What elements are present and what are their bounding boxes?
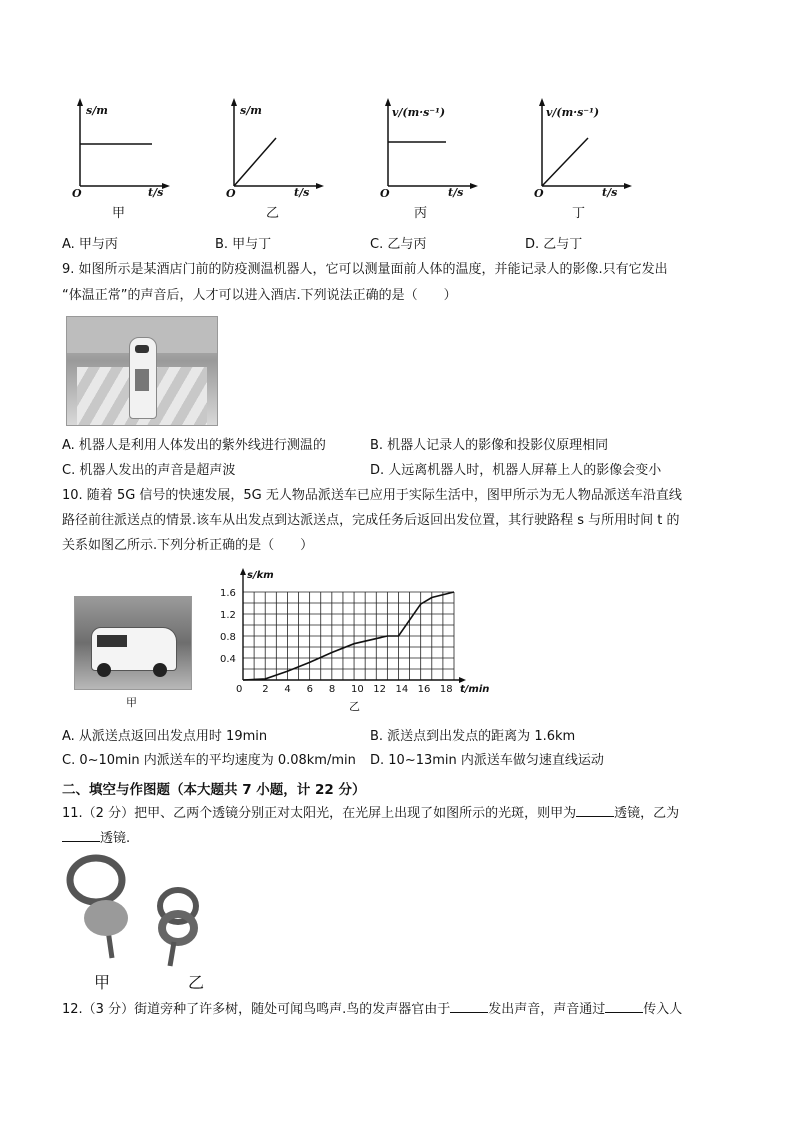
q8-option-b[interactable]: B. 甲与丁 [215, 237, 272, 252]
lens-figure [66, 850, 226, 996]
graph-jia [66, 98, 176, 221]
distance-time-chart [210, 566, 500, 702]
graph-ding-origin: O [534, 187, 544, 200]
chart-x-label: t/min [460, 684, 490, 695]
graph-bing-origin: O [380, 187, 390, 200]
q11-blank-2[interactable] [62, 829, 100, 842]
q9-stem-line2: “体温正常”的声音后，人才可以进入酒店.下列说法正确的是（ ） [62, 288, 457, 303]
graph-yi-caption: 乙 [266, 206, 280, 221]
q10-option-c[interactable]: C. 0~10min 内派送车的平均速度为 0.08km/min [62, 753, 356, 768]
q9-stem-line1: 9. 如图所示是某酒店门前的防疫测温机器人，它可以测量面前人体的温度，并能记录人的影像.只有它发出 [62, 262, 668, 277]
section-2-title: 二、填空与作图题（本大题共 7 小题，计 22 分） [62, 782, 366, 798]
q9-option-d[interactable]: D. 人远离机器人时，机器人屏幕上人的影像会变小 [370, 463, 662, 478]
y-tick-label: 1.2 [220, 610, 236, 621]
graph-jia-caption: 甲 [112, 206, 126, 221]
q10-chart-caption: 乙 [349, 700, 360, 713]
y-tick-label: 0.8 [220, 632, 236, 643]
y-tick-label: 1.6 [220, 588, 236, 599]
graph-jia-xlabel: t/s [148, 186, 164, 199]
q12-text-3: 传入人 [643, 1002, 683, 1017]
graph-bing [374, 98, 494, 221]
q9-option-a[interactable]: A. 机器人是利用人体发出的紫外线进行测温的 [62, 438, 326, 453]
q10-option-d[interactable]: D. 10~13min 内派送车做匀速直线运动 [370, 753, 604, 768]
q11-blank-1[interactable] [576, 804, 614, 817]
q10-option-b[interactable]: B. 派送点到出发点的距离为 1.6km [370, 729, 576, 744]
graph-ding-xlabel: t/s [602, 186, 618, 199]
q11-text-2: 透镜，乙为 [614, 806, 680, 821]
q12-blank-2[interactable] [605, 1000, 643, 1013]
x-tick-label: 10 [351, 684, 364, 695]
x-axis-arrow [459, 677, 466, 683]
graph-ding [528, 98, 648, 221]
robot-photo [66, 316, 218, 426]
graph-yi [220, 98, 330, 221]
x-tick-label: 18 [439, 684, 453, 695]
q8-option-c[interactable]: C. 乙与丙 [370, 237, 427, 252]
q12-text-2: 发出声音，声音通过 [488, 1002, 606, 1017]
x-tick-label: 12 [373, 684, 386, 695]
graph-ding-ylabel: v/(m·s⁻¹) [546, 106, 600, 119]
q9-option-c[interactable]: C. 机器人发出的声音是超声波 [62, 463, 236, 478]
graph-yi-origin: O [226, 187, 236, 200]
graph-yi-ylabel: s/m [240, 104, 262, 117]
lens-caption-jia: 甲 [94, 973, 111, 992]
q10-option-a[interactable]: A. 从派送点返回出发点用时 19min [62, 729, 268, 744]
graph-bing-svg [374, 98, 494, 218]
graph-ding-svg [528, 98, 648, 218]
q9-option-b[interactable]: B. 机器人记录人的影像和投影仪原理相同 [370, 438, 609, 453]
q10-photo-caption: 甲 [126, 696, 137, 709]
x-tick-label: 14 [395, 684, 409, 695]
x-tick-label: 4 [284, 684, 291, 695]
y-tick-label: 0.4 [220, 654, 236, 665]
graph-jia-ylabel: s/m [86, 104, 108, 117]
chart-y-label: s/km [247, 570, 274, 581]
distance-time-chart-svg [210, 566, 500, 702]
q12-blank-1[interactable] [450, 1000, 488, 1013]
q8-option-a[interactable]: A. 甲与丙 [62, 237, 118, 252]
graph-bing-xlabel: t/s [448, 186, 464, 199]
x-tick-label: 16 [417, 684, 431, 695]
graph-bing-ylabel: v/(m·s⁻¹) [392, 106, 446, 119]
q11-stem-line2 [62, 829, 130, 847]
q8-option-d[interactable]: D. 乙与丁 [525, 237, 583, 252]
x-tick-label: 2 [262, 684, 269, 695]
graph-ding-caption: 丁 [572, 206, 586, 221]
chart-origin-label: 0 [236, 684, 243, 695]
q11-text-1: 11.（2 分）把甲、乙两个透镜分别正对太阳光，在光屏上出现了如图所示的光斑，则甲为 [62, 806, 577, 821]
q10-stem-line2: 路径前往派送点的情景.该车从出发点到达派送点，完成任务后返回出发位置，其行驶路程 s 与所用时间 t 的 [62, 513, 680, 528]
graph-yi-svg [220, 98, 330, 218]
graph-jia-svg [66, 98, 176, 218]
q12-stem-line1 [62, 1000, 682, 1018]
q12-text-1: 12.（3 分）街道旁种了许多树，随处可闻鸟鸣声.鸟的发声器官由于 [62, 1002, 451, 1017]
lens-caption-yi: 乙 [188, 973, 205, 992]
x-tick-label: 6 [306, 684, 314, 695]
y-axis-arrow [240, 568, 246, 575]
graph-bing-caption: 丙 [414, 206, 428, 221]
q11-text-3: 透镜. [100, 831, 131, 846]
x-tick-label: 8 [328, 684, 336, 695]
q10-stem-line3: 关系如图乙所示.下列分析正确的是（ ） [62, 538, 314, 553]
delivery-vehicle-photo [74, 596, 192, 690]
q10-stem-line1: 10. 随着 5G 信号的快速发展，5G 无人物品派送车已应用于实际生活中，图甲所示为无人物品派送车沿直线 [62, 488, 682, 503]
graph-jia-origin: O [72, 187, 82, 200]
q11-stem-line1 [62, 804, 679, 822]
graph-yi-xlabel: t/s [294, 186, 310, 199]
